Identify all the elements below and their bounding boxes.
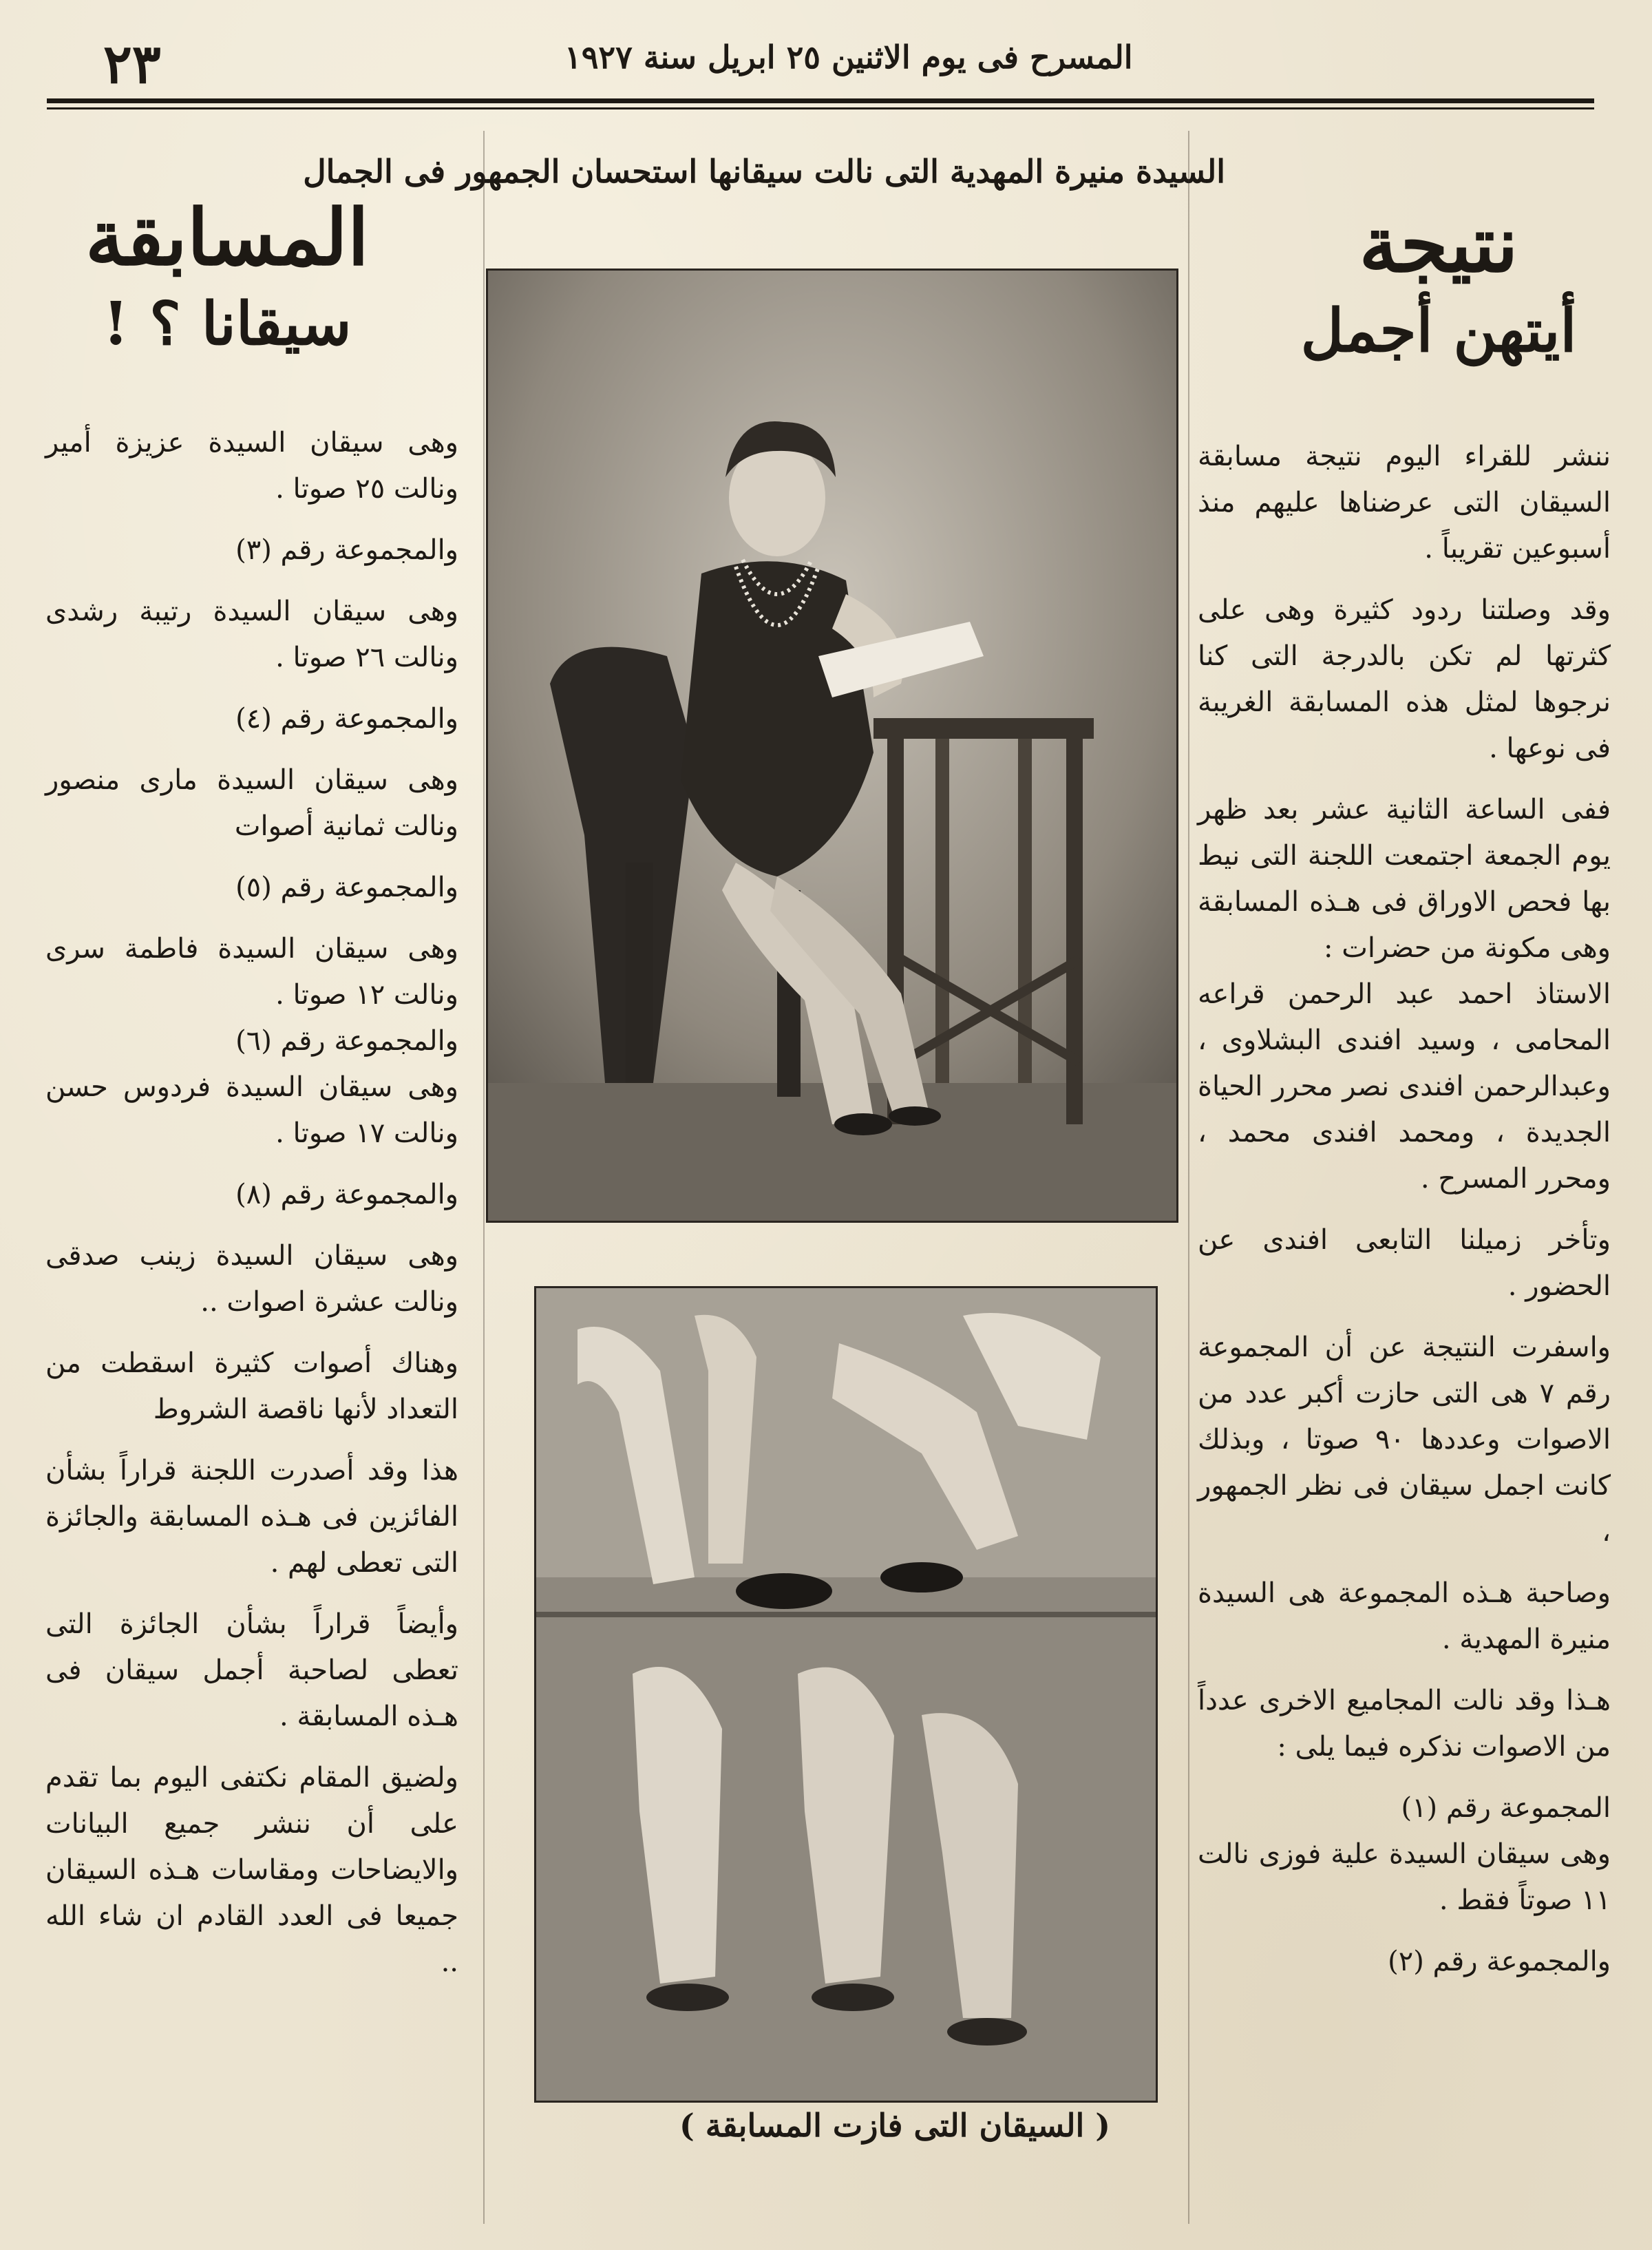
paragraph: وهى سيقان السيدة زينب صدقى ونالت عشرة اصوات .. — [45, 1240, 458, 1318]
group-heading: والمجموعة رقم (٣) — [235, 534, 458, 566]
paragraph: وهناك أصوات كثيرة اسقطت من التعداد لأنها ناقصة الشروط — [45, 1347, 458, 1425]
left-column-subtitle: سيقانا ؟ ! — [103, 289, 352, 359]
paragraph: وقد وصلتنا ردود كثيرة وهى على كثرتها لم تكن بالدرجة التى كنا نرجوها لمثل هذه المسابقة الغريبة فى نوعها . — [1198, 594, 1611, 764]
right-column-title: نتيجة — [1359, 200, 1518, 290]
paragraph: وتأخر زميلنا التابعى افندى عن الحضور . — [1198, 1224, 1611, 1302]
header-rule — [47, 98, 1594, 103]
portrait-photo — [486, 269, 1178, 1223]
paragraph: الاستاذ احمد عبد الرحمن قراعه المحامى ، وسيد افندى البشلاوى ، وعبدالرحمن افندى نصر محرر الحياة الجديدة ، ومحمد افندى محمد ، ومحرر المسرح . — [1198, 978, 1611, 1195]
header-rule-thin — [47, 107, 1594, 109]
bottom-photo-caption: ( السيقان التى فازت المسابقة ) — [679, 2107, 1111, 2144]
column-divider — [1188, 131, 1189, 2224]
column-divider — [483, 131, 485, 2224]
left-column-text — [45, 420, 458, 1986]
paragraph: وهى سيقان السيدة فردوس حسن ونالت ١٧ صوتا . — [45, 1071, 458, 1149]
paragraph: هذا وقد أصدرت اللجنة قراراً بشأن الفائزين فى هـذه المسابقة والجائزة التى تعطى لهم . — [45, 1455, 458, 1579]
legs-photo — [534, 1286, 1158, 2103]
group-heading: والمجموعة رقم (٦) — [235, 1025, 458, 1057]
paragraph: ننشر للقراء اليوم نتيجة مسابقة السيقان التى عرضناها عليهم منذ أسبوعين تقريباً . — [1198, 441, 1611, 565]
paragraph: واسفرت النتيجة عن أن المجموعة رقم ٧ هى التى حازت أكبر عدد من الاصوات وعددها ٩٠ صوتا ، وبذلك كانت اجمل سيقان فى نظر الجمهور ، — [1198, 1332, 1611, 1548]
group-heading: المجموعة رقم (١) — [1401, 1792, 1611, 1824]
top-photo-caption: السيدة منيرة المهدية التى نالت سيقانها استحسان الجمهور فى الجمال — [303, 153, 1225, 190]
right-column-subtitle: أيتهن أجمل — [1300, 296, 1577, 366]
header-title: المسرح فى يوم الاثنين ٢٥ ابريل سنة ١٩٢٧ — [564, 39, 1133, 76]
group-heading: والمجموعة رقم (٥) — [235, 872, 458, 903]
group-heading: والمجموعة رقم (٤) — [235, 703, 458, 735]
paragraph: وصاحبة هـذه المجموعة هى السيدة منيرة المهدية . — [1198, 1577, 1611, 1655]
paragraph: وهى سيقان السيدة علية فوزى نالت ١١ صوتاً فقط . — [1198, 1838, 1611, 1916]
paragraph: هـذا وقد نالت المجاميع الاخرى عدداً من الاصوات نذكره فيما يلى : — [1198, 1685, 1611, 1763]
left-column-title: المسابقة — [85, 193, 369, 283]
paragraph: وهى سيقان السيدة رتيبة رشدى ونالت ٢٦ صوتا . — [45, 596, 458, 673]
group-heading: والمجموعة رقم (٨) — [235, 1179, 458, 1210]
paragraph: وهى سيقان السيدة مارى منصور ونالت ثمانية أصوات — [45, 764, 458, 842]
paragraph: وهى سيقان السيدة عزيزة أمير ونالت ٢٥ صوتا . — [45, 427, 458, 505]
paragraph: ففى الساعة الثانية عشر بعد ظهر يوم الجمعة اجتمعت اللجنة التى نيط بها فحص الاوراق فى هـذه المسابقة وهى مكونة من حضرات : — [1198, 794, 1611, 964]
group-heading: والمجموعة رقم (٢) — [1388, 1946, 1611, 1977]
portrait-photo-illustration — [488, 271, 1176, 1221]
paragraph: وهى سيقان السيدة فاطمة سرى ونالت ١٢ صوتا . — [45, 933, 458, 1011]
legs-photo-illustration — [536, 1288, 1156, 2101]
paragraph: وأيضاً قراراً بشأن الجائزة التى تعطى لصاحبة أجمل سيقان فى هـذه المسابقة . — [45, 1608, 458, 1732]
right-column-text — [1198, 434, 1611, 1985]
paragraph: ولضيق المقام نكتفى اليوم بما تقدم على أن ننشر جميع البيانات والايضاحات ومقاسات هـذه السيقان جميعا فى العدد القادم ان شاء الله .. — [45, 1762, 458, 1978]
page-number: ٢٣ — [103, 33, 161, 96]
